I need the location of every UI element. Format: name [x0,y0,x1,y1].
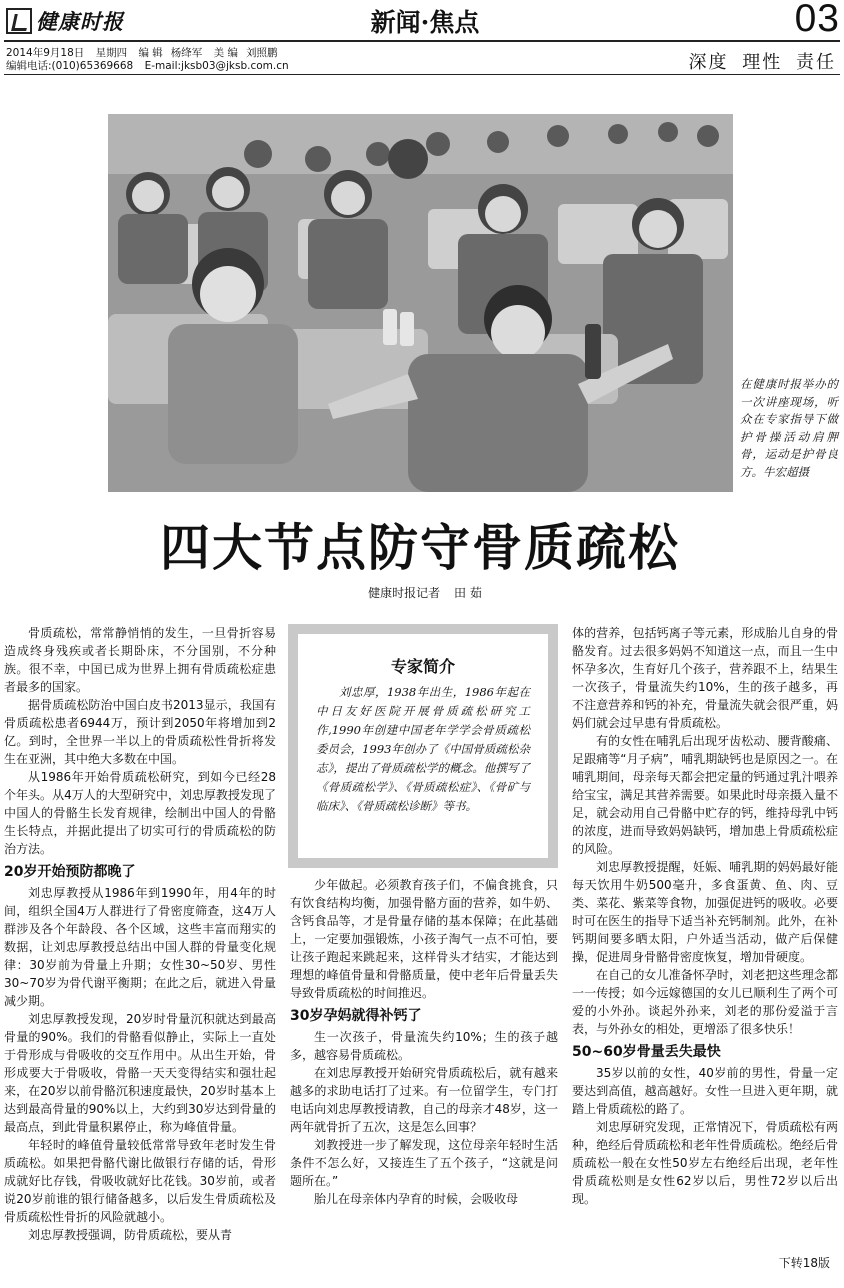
subheading: 20岁开始预防都晚了 [4,864,136,880]
expert-profile-title: 专家简介 [390,657,455,676]
issue-date: 2014年9月18日 [6,47,85,59]
byline [300,584,550,601]
slogan-word: 理性 [742,52,783,73]
article-column-right [572,624,838,1208]
paragraph: 生一次孩子，骨量流失约10%；生的孩子越多，越容易骨质疏松。 [290,1030,558,1062]
editor-email[interactable]: E-mail:jksb03@jksb.com.cn [144,60,289,72]
paragraph: 据骨质疏松防治中国白皮书2013显示，我国有骨质疏松患者6944万，预计到2050年将增加到2亿。到时，全世界一半以上的骨质疏松性骨折将发生在亚洲，其中绝大多数在中国。 [4,698,276,766]
paragraph: 刘忠厚研究发现，正常情况下，骨质疏松有两种，绝经后骨质疏松和老年性骨质疏松。绝经后骨质疏松一般在女性50岁左右绝经后出现，老年性骨质疏松则是女性62岁以后，男性72岁以后出现。 [572,1120,838,1206]
article-headline: 四大节点防守骨质疏松 [160,518,680,577]
expert-profile-text: 刘忠厚，1938年出生，1986年起在中日友好医院开展骨质疏松研究工作,1990年创建中国老年学学会骨质疏松委员会，1993年创办了《中国骨质疏松杂志》，提出了骨质疏松学的概念。他撰写了《骨质疏松学》、《骨质疏松症》、《骨矿与临床》、《骨质疏松诊断》等书。 [316,685,530,813]
article-column-left [4,624,276,1244]
lecture-photo [108,114,733,492]
byline-label: 健康时报记者 [368,586,441,600]
paragraph: 刘忠厚教授提醒，妊娠、哺乳期的妈妈最好能每天饮用牛奶500毫升，多食蛋黄、鱼、肉、豆类、菜花、紫菜等食物，加强促进钙的吸收。必要时可在医生的指导下适当补充钙制剂。此外，在补钙期间要多晒太阳，户外适当活动，做产后保健操，促进周身骨骼骨密度恢复，增加骨硬度。 [572,860,838,964]
designer-label: 美 编 [213,47,238,59]
byline-name: 田 茹 [454,586,482,600]
paragraph: 体的营养，包括钙离子等元素，形成胎儿自身的骨骼发育。过去很多妈妈不知道这一点，而且一生中怀孕多次，生育好几个孩子，营养跟不上，结果生一次孩子，骨量流失约10%，生的孩子越多，再不注意营养和钙的补充，骨量流失就会很严重，妈妈们就会过早患有骨质疏松。 [572,626,838,730]
logo-mark-icon [6,8,32,34]
section-title: 新闻·焦点 [370,8,480,37]
editor-label: 编 辑 [138,47,163,59]
paragraph: 骨质疏松，常常静悄悄的发生，一旦骨折容易造成终身残疾或者长期卧床，不分国别，不分种族。很不幸，中国已成为世界上拥有骨质疏松症患者最多的国家。 [4,626,276,694]
subheading: 50~60岁骨量丢失最快 [572,1044,721,1060]
paragraph: 在自己的女儿准备怀孕时，刘老把这些理念都一一传授；如今远嫁德国的女儿已顺利生了两个可爱的小外孙。谈起外孙来，刘老的那份爱溢于言表，与外孙女的相处，更增添了很多快乐！ [572,968,838,1036]
editor-phone: 编辑电话:(010)65369668 [6,60,134,72]
editor-name: 杨绛军 [170,47,203,59]
article-column-middle [290,876,558,1208]
designer-name: 刘照鹏 [245,47,278,59]
paragraph: 35岁以前的女性，40岁前的男性，骨量一定要达到高值，越高越好。女性一旦进入更年期，就踏上骨质疏松的路了。 [572,1066,838,1116]
slogan-word: 责任 [796,52,836,73]
paragraph: 在刘忠厚教授开始研究骨质疏松后，就有越来越多的求助电话打了过来。有一位留学生，专门打电话向刘忠厚教授请教，自己的母亲才48岁，这一两年就骨折了五次，这是怎么回事？ [290,1066,558,1134]
paragraph: 有的女性在哺乳后出现牙齿松动、腰背酸痛、足跟痛等“月子病”，哺乳期缺钙也是原因之一。在哺乳期间，母亲每天都会把定量的钙通过乳汁喂养给宝宝，满足其营养需要。如果此时母亲摄入量不足，就会动用自己骨骼中贮存的钙，维持母乳中钙的浓度，进而导致妈妈缺钙，增加患上骨质疏松症的风险。 [572,734,838,856]
logo-text: 健康时报 [36,9,124,34]
continued-on-page[interactable]: 下转18版 [778,1256,830,1270]
lecture-photo-illustration [108,114,733,492]
slogan [660,48,836,74]
expert-profile-box [288,624,558,868]
paragraph: 胎儿在母亲体内孕育的时候，会吸收母 [314,1192,519,1206]
page-number: 03 [794,0,840,40]
slogan-word: 深度 [688,52,729,73]
paragraph: 年轻时的峰值骨量较低常常导致年老时发生骨质疏松。如果把骨骼代谢比做银行存储的话，骨形成就好比存钱，骨吸收就好比花钱。30岁前，或者说20岁前谁的银行储备越多，以后发生骨质疏松及骨质疏松性骨折的风险就越小。 [4,1138,276,1224]
paragraph: 刘忠厚教授从1986年到1990年，用4年的时间，组织全国4万人群进行了骨密度筛查，这4万人群涉及各个年龄段、各个区域，这些丰富而翔实的数据，让刘忠厚教授总结出中国人群的骨量变化规律：30岁前为骨量上升期；女性30~50岁、男性30~70岁为骨代谢平衡期；在此之后，就进入骨量减少期。 [4,886,276,1008]
photo-caption: 在健康时报举办的一次讲座现场，听众在专家指导下做护骨操活动肩胛骨，运动是护骨良方。牛宏超摄 [740,377,838,479]
issue-weekday: 星期四 [95,47,128,59]
paragraph: 刘教授进一步了解发现，这位母亲年轻时生活条件不怎么好，又接连生了五个孩子，“这就是问题所在。” [290,1138,558,1188]
newspaper-logo [6,4,134,38]
subheading: 30岁孕妈就得补钙了 [290,1008,422,1024]
header-rule [4,74,840,75]
contact-info [6,58,297,73]
masthead-rule [4,40,840,42]
paragraph: 刘忠厚教授强调，防骨质疏松，要从青 [28,1228,233,1242]
paragraph: 少年做起。必须教育孩子们，不偏食挑食，只有饮食结构均衡，加强骨骼方面的营养，如牛奶、含钙食品等，才是骨量存储的基本保障；在此基础上，一定要加强锻炼，小孩子淘气一点不可怕，要让孩子跑起来跳起来，这样骨头才结实，才能达到理想的峰值骨量和骨骼质量，使中老年后骨量丢失导致骨质疏松的时间推迟。 [290,878,558,1000]
paragraph: 从1986年开始骨质疏松研究，到如今已经28个年头。从4万人的大型研究中，刘忠厚教授发现了中国人的骨骼生长发育规律，绘制出中国人的骨骼生长特点，并据此提出了切实可行的骨质疏松的防治方法。 [4,770,276,856]
paragraph: 刘忠厚教授发现，20岁时骨量沉积就达到最高骨量的90%。我们的骨骼看似静止，实际上一直处于骨形成与骨吸收的交互作用中。从出生开始，骨形成要大于骨吸收，骨骼一天天变得结实和强壮起来，在20岁以前骨骼沉积速度最快，20岁时基本上达到最高骨量的90%以上，大约到30岁达到骨量的最高点，到此骨量积累停止，称为峰值骨量。 [4,1012,276,1134]
